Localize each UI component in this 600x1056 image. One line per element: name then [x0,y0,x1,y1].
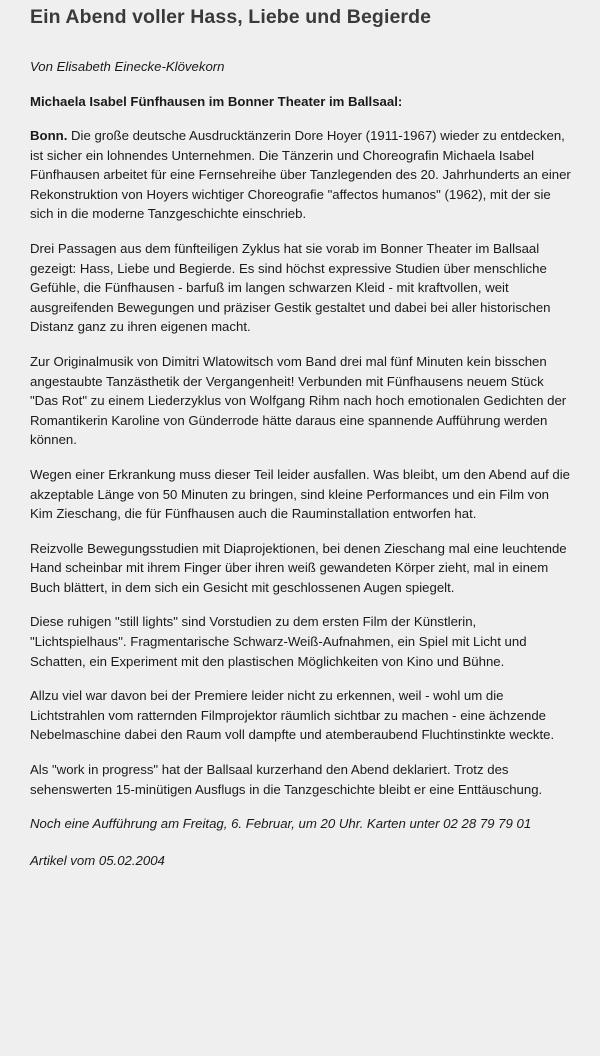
article-byline: Von Elisabeth Einecke-Klövekorn [30,59,225,74]
article-date: Artikel vom 05.02.2004 [30,852,165,868]
paragraph-2: Drei Passagen aus dem fünfteiligen Zyklus hat sie vorab im Bonner Theater im Ballsaal gezeigt: Hass, Liebe und Begierde. Es sind höchst expressive Studien über menschliche Gefühle, die Fünfhausen - barfuß im langen schwarzen Kleid - mit kraftvollen, weit ausgreifenden Bewegungen und präziser Gestik gestaltet und dabei bei aller historischen Distanz ganz zu ihren eigenen macht. [30,240,551,335]
paragraph-3: Zur Originalmusik von Dimitri Wlatowitsch vom Band drei mal fünf Minuten kein bisschen angestaubte Tanzästhetik der Vergangenheit! Verbunden mit Fünfhausens neuem Stück "Das Rot" zu einem Liederzyklus von Wolfgang Rihm nach hoch emotionalen Gedichten der Romantikerin Karoline von Günderrode hätte daraus eine spannende Aufführung werden können. [30,353,567,448]
paragraph-5: Reizvolle Bewegungsstudien mit Diaprojektionen, bei denen Zieschang mal eine leuchtende Hand scheinbar mit ihrem Finger über ihren weiß gewandeten Körper zieht, mal in einem Buch blättert, in dem sich ein Gesicht mit geschlossenen Augen spiegelt. [30,540,567,595]
paragraph-1-text: Die große deutsche Ausdrucktänzerin Dore Hoyer (1911-1967) wieder zu entdecken, ist sicher ein lohnendes Unternehmen. Die Tänzerin und Choreografin Michaela Isabel Fünfhausen arbeitet für eine Fernsehreihe über Tanzlegenden des 20. Jahrhunderts an einer Rekonstruktion von Hoyers wichtiger Choreografie "affectos humanos" (1962), mit der sie sich in die moderne Tanzgeschichte einschrieb. [30,128,571,222]
paragraph-1 [30,126,574,224]
performance-note: Noch eine Aufführung am Freitag, 6. Februar, um 20 Uhr. Karten unter 02 28 79 79 01 [30,816,532,832]
paragraph-6: Diese ruhigen "still lights" sind Vorstudien zu dem ersten Film der Künstlerin, "Lichtspielhaus". Fragmentarische Schwarz-Weiß-Aufnahmen, ein Spiel mit Licht und Schatten, ein Experiment mit den plastischen Möglichkeiten von Kino und Bühne. [30,614,527,669]
paragraph-8: Als "work in progress" hat der Ballsaal kurzerhand den Abend deklariert. Trotz des sehenswerten 15-minütigen Ausflugs in die Tanzgeschichte bleibt er eine Enttäuschung. [30,762,543,797]
article-lead: Michaela Isabel Fünfhausen im Bonner Theater im Ballsaal: [30,94,403,109]
article-title: Ein Abend voller Hass, Liebe und Begierde [30,6,432,28]
paragraph-4: Wegen einer Erkrankung muss dieser Teil leider ausfallen. Was bleibt, um den Abend auf die akzeptable Länge von 50 Minuten zu bringen, sind kleine Performances und ein Film von Kim Zieschang, die für Fünfhausen auch die Rauminstallation entworfen hat. [30,466,571,522]
dateline-place: Bonn. [30,128,68,143]
paragraph-7: Allzu viel war davon bei der Premiere leider nicht zu erkennen, weil - wohl um die Lichtstrahlen vom ratternden Filmprojektor räumlich sichtbar zu machen - eine ächzende Nebelmaschine dabei den Raum voll dampfte und atemberaubend Fluchtinstinkte weckte. [30,688,555,743]
